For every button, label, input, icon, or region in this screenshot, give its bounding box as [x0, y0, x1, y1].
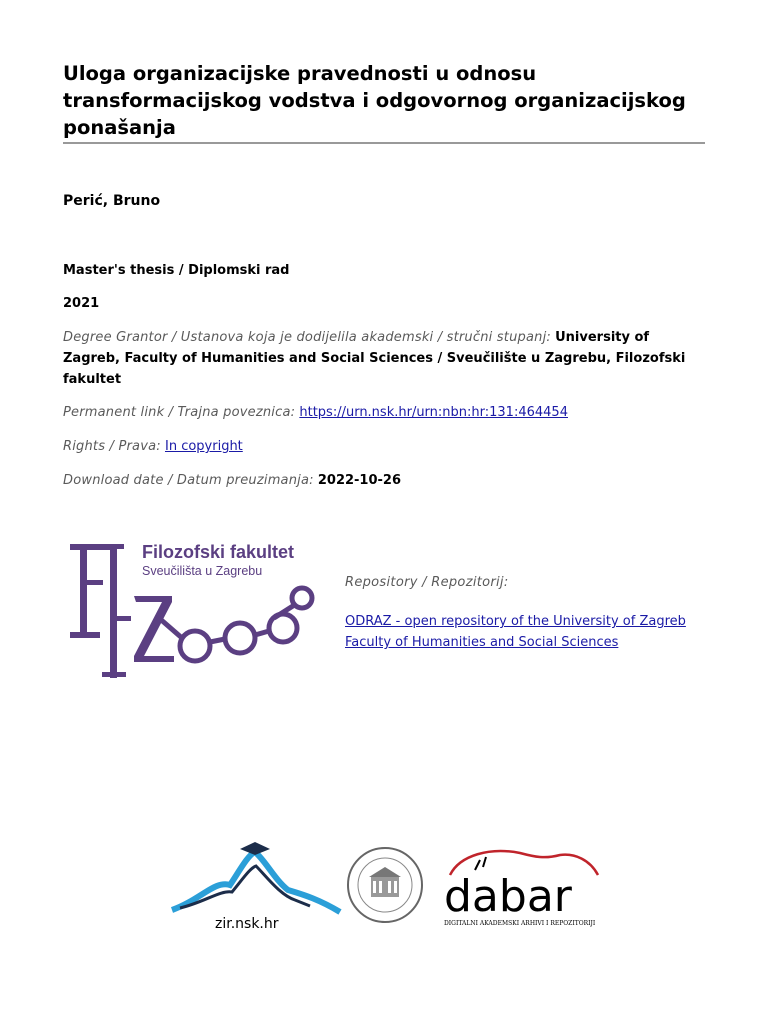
permanent-link — [63, 402, 698, 423]
faculty-subname: Sveučilišta u Zagrebu — [142, 564, 263, 578]
repository-link-container — [345, 611, 705, 653]
year: 2021 — [63, 296, 100, 311]
document-title: Uloga organizacijske pravednosti u odnosu transformacijskog vodstva i odgovornog organizacijskog ponašanja — [63, 62, 686, 139]
document-type: Master's thesis / Diplomski rad — [63, 263, 290, 278]
download-date-label: Download date / Datum preuzimanja: — [63, 473, 314, 488]
rights — [63, 436, 698, 457]
dabar-sublabel: DIGITALNI AKADEMSKI ARHIVI I REPOZITORIJI — [444, 920, 596, 927]
permanent-link-url[interactable]: https://urn.nsk.hr/urn:nbn:hr:131:464454 — [299, 405, 568, 420]
repository-label: Repository / Repozitorij: — [345, 575, 509, 590]
dabar-label: dabar — [444, 871, 572, 922]
degree-grantor — [63, 327, 698, 390]
download-date — [63, 470, 698, 491]
graduation-cap-icon — [240, 842, 270, 855]
permanent-link-label: Permanent link / Trajna poveznica: — [63, 405, 296, 420]
degree-grantor-value: University of Zagreb, Faculty of Humanities and Social Sciences / Sveučilište u Zagrebu, Filozofski fakultet — [63, 330, 686, 387]
degree-grantor-label: Degree Grantor / Ustanova koja je dodijelila akademski / stručni stupanj: — [63, 330, 551, 345]
rights-link[interactable]: In copyright — [164, 439, 243, 454]
author: Perić, Bruno — [63, 193, 161, 209]
repository-link[interactable]: ODRAZ - open repository of the University of Zagreb Faculty of Humanities and Social Sciences — [345, 614, 686, 650]
dabar-logo — [440, 845, 605, 930]
faculty-name: Filozofski fakultet — [142, 542, 295, 562]
title-divider — [63, 142, 705, 144]
rights-label: Rights / Prava: — [63, 439, 161, 454]
university-seal-icon — [345, 845, 425, 925]
download-date-value: 2022-10-26 — [317, 473, 402, 488]
zir-logo — [170, 840, 345, 935]
faculty-logo — [64, 538, 320, 683]
faculty-rings-icon — [159, 588, 312, 661]
zir-label: zir.nsk.hr — [215, 916, 279, 932]
